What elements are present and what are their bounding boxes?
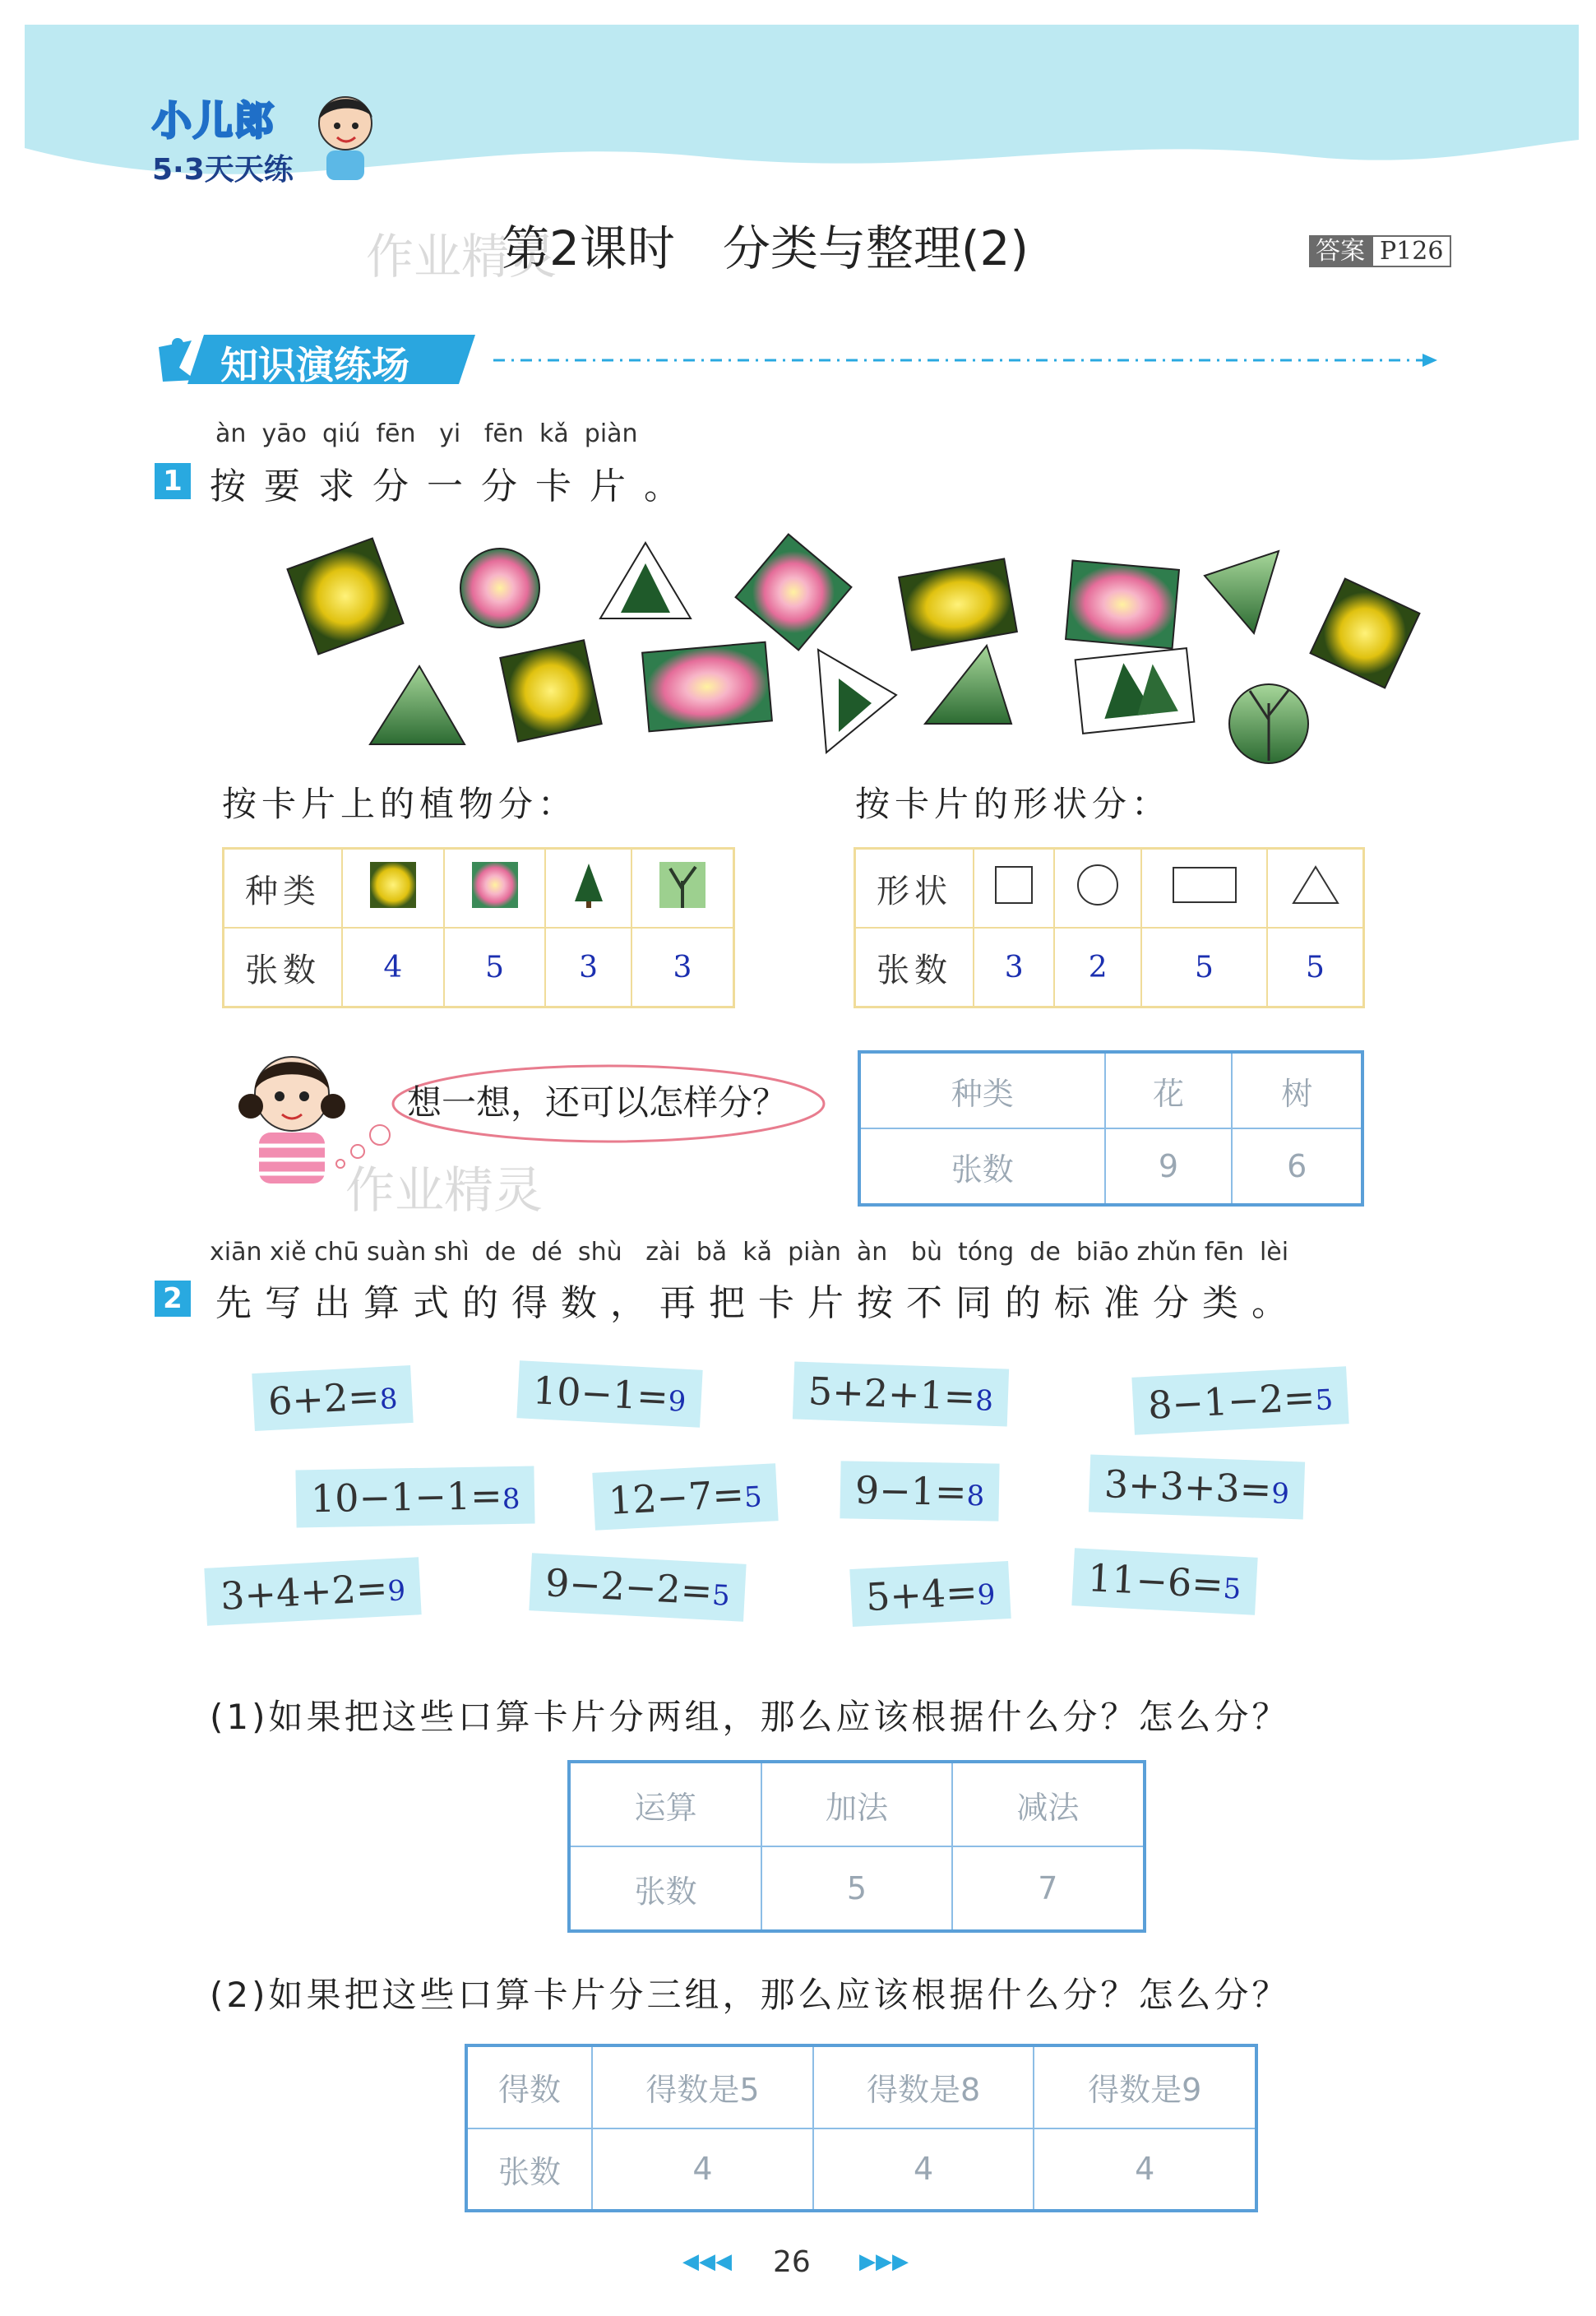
chrysanthemum-icon bbox=[342, 849, 444, 929]
table-header: 得数是5 bbox=[592, 2045, 813, 2128]
equation-card[interactable] bbox=[204, 1557, 421, 1626]
operation-table bbox=[567, 1760, 1146, 1933]
prev-arrows-icon[interactable]: ◀◀◀ bbox=[682, 2249, 732, 2274]
equation-expression: 5+4= bbox=[864, 1569, 978, 1620]
equation-answer: 5 bbox=[743, 1480, 763, 1515]
equation-card[interactable] bbox=[295, 1466, 535, 1527]
flower-tree-table bbox=[858, 1050, 1364, 1207]
pine-tree-icon bbox=[545, 849, 631, 929]
boy-mascot-icon bbox=[308, 86, 382, 185]
answer-cell[interactable]: 4 bbox=[1034, 2128, 1256, 2212]
table-header: 形状 bbox=[855, 849, 974, 929]
table-header: 张数 bbox=[224, 928, 343, 1007]
answer-label: 答案 bbox=[1309, 235, 1372, 267]
equation-card[interactable] bbox=[252, 1365, 414, 1431]
equation-answer: 8 bbox=[502, 1482, 520, 1517]
big-tree-icon bbox=[631, 849, 734, 929]
answer-cell[interactable]: 7 bbox=[952, 1846, 1145, 1931]
equation-card[interactable] bbox=[516, 1360, 702, 1428]
answer-cell[interactable]: 3 bbox=[974, 928, 1054, 1007]
answer-cell[interactable]: 9 bbox=[1105, 1128, 1233, 1205]
table-header: 张数 bbox=[859, 1128, 1105, 1205]
answer-cell[interactable]: 4 bbox=[342, 928, 444, 1007]
equation-expression: 9−1= bbox=[854, 1467, 968, 1514]
table-header: 种类 bbox=[859, 1052, 1105, 1128]
equation-card[interactable] bbox=[529, 1553, 746, 1622]
answer-cell[interactable]: 5 bbox=[1267, 928, 1364, 1007]
card-chrysanthemum-square-2 bbox=[1311, 579, 1420, 688]
q2-sub2: (2)如果把这些口算卡片分三组，那么应该根据什么分？怎么分？ bbox=[210, 1975, 1290, 2015]
equation-answer: 9 bbox=[386, 1574, 407, 1609]
card-chrysanthemum-square-3 bbox=[500, 640, 601, 741]
equation-answer: 5 bbox=[1314, 1383, 1335, 1418]
equation-card[interactable] bbox=[1131, 1366, 1349, 1435]
watermark: 作业精灵 bbox=[366, 229, 557, 285]
equation-expression: 8−1−2= bbox=[1146, 1374, 1316, 1428]
card-pine-triangle bbox=[600, 543, 691, 618]
answer-cell[interactable]: 3 bbox=[545, 928, 631, 1007]
card-chrysanthemum-rect bbox=[899, 558, 1017, 650]
q2-number: 2 bbox=[155, 1281, 191, 1317]
equation-card[interactable] bbox=[793, 1361, 1009, 1426]
equation-card[interactable] bbox=[592, 1463, 778, 1531]
table-header: 张数 bbox=[855, 928, 974, 1007]
lotus-icon bbox=[444, 849, 546, 929]
equation-answer: 8 bbox=[378, 1382, 399, 1416]
q1-pinyin: àn yāo qiú fēn yi fēn kǎ piàn bbox=[215, 419, 638, 448]
plant-table bbox=[222, 847, 735, 1008]
label-by-plant: 按卡片上的植物分： bbox=[222, 784, 578, 824]
equation-card[interactable] bbox=[1071, 1548, 1257, 1615]
card-chrysanthemum-square bbox=[288, 539, 404, 655]
table-header: 张数 bbox=[569, 1846, 761, 1931]
equation-expression: 5+2+1= bbox=[807, 1369, 977, 1420]
equation-expression: 3+3+3= bbox=[1103, 1461, 1273, 1512]
equation-expression: 11−6= bbox=[1086, 1555, 1225, 1607]
answer-cell[interactable]: 5 bbox=[444, 928, 546, 1007]
card-pine-triangle-2 bbox=[818, 650, 896, 753]
section-divider bbox=[493, 352, 1439, 368]
table-header: 减法 bbox=[952, 1762, 1145, 1846]
answer-cell[interactable]: 5 bbox=[1141, 928, 1267, 1007]
label-by-shape: 按卡片的形状分： bbox=[855, 784, 1172, 824]
equation-answer: 8 bbox=[974, 1384, 994, 1418]
equation-expression: 6+2= bbox=[266, 1373, 381, 1424]
table-header: 种类 bbox=[224, 849, 343, 929]
answer-page: P126 bbox=[1372, 235, 1451, 267]
card-tree-circle bbox=[1229, 684, 1308, 763]
brand-subtitle: 5·3天天练 bbox=[152, 153, 294, 187]
equation-expression: 9−2−2= bbox=[544, 1560, 714, 1614]
table-header: 花 bbox=[1105, 1052, 1233, 1128]
answer-cell[interactable]: 3 bbox=[631, 928, 734, 1007]
plant-cards-illustration bbox=[271, 526, 1464, 773]
equation-expression: 12−7= bbox=[607, 1471, 746, 1523]
equation-expression: 3+4+2= bbox=[219, 1565, 389, 1619]
answer-cell[interactable]: 4 bbox=[592, 2128, 813, 2212]
table-header: 树 bbox=[1232, 1052, 1362, 1128]
square-icon bbox=[974, 849, 1054, 929]
answer-cell[interactable]: 2 bbox=[1054, 928, 1141, 1007]
bubble-text: 想一想，还可以怎样分？ bbox=[407, 1082, 788, 1123]
card-lotus-rect bbox=[1066, 561, 1179, 649]
equation-answer: 9 bbox=[976, 1577, 997, 1612]
answer-cell[interactable]: 5 bbox=[761, 1846, 951, 1931]
table-header: 张数 bbox=[466, 2128, 592, 2212]
page-title: 第2课时 分类与整理(2) bbox=[502, 220, 1029, 276]
card-lotus-rect-2 bbox=[642, 642, 772, 732]
equation-answer: 9 bbox=[1270, 1477, 1290, 1511]
card-tree-triangle bbox=[1205, 551, 1279, 633]
q2-sub1: (1)如果把这些口算卡片分两组，那么应该根据什么分？怎么分？ bbox=[210, 1697, 1290, 1737]
card-lotus-circle bbox=[460, 549, 539, 628]
q1-number: 1 bbox=[155, 463, 191, 499]
shape-table bbox=[854, 847, 1365, 1008]
q2-text: 先写出算式的得数，再把卡片按不同的标准分类。 bbox=[215, 1282, 1301, 1324]
table-header: 得数是9 bbox=[1034, 2045, 1256, 2128]
answer-cell[interactable]: 6 bbox=[1232, 1128, 1362, 1205]
rectangle-icon bbox=[1141, 849, 1267, 929]
answer-cell[interactable]: 4 bbox=[813, 2128, 1034, 2212]
watermark: 作业精灵 bbox=[345, 1162, 543, 1220]
equation-card[interactable] bbox=[1089, 1454, 1305, 1519]
card-tree-triangle-3 bbox=[925, 646, 1011, 724]
equation-card[interactable] bbox=[849, 1561, 1011, 1627]
section-title: 知识演练场 bbox=[220, 343, 409, 387]
answer-tag[interactable] bbox=[1309, 230, 1451, 266]
table-header: 得数是8 bbox=[813, 2045, 1034, 2128]
equation-expression: 10−1= bbox=[531, 1368, 670, 1420]
equation-answer: 5 bbox=[711, 1578, 731, 1613]
q2-pinyin: xiān xiě chū suàn shì de dé shù zài bǎ kǎ piàn àn bù tóng de biāo zhǔn fēn lèi bbox=[210, 1238, 1289, 1267]
card-pine-rect bbox=[1076, 648, 1195, 734]
triangle-icon bbox=[1267, 849, 1364, 929]
table-header: 加法 bbox=[761, 1762, 951, 1846]
card-lotus-square bbox=[736, 535, 852, 651]
page-number: 26 bbox=[773, 2245, 811, 2279]
q1-text: 按要求分一分卡片。 bbox=[210, 466, 698, 507]
equation-expression: 10−1−1= bbox=[310, 1473, 503, 1522]
result-table bbox=[465, 2044, 1258, 2212]
table-header: 得数 bbox=[466, 2045, 592, 2128]
circle-icon bbox=[1054, 849, 1141, 929]
brand-logo: 小儿郎 bbox=[152, 98, 276, 144]
equation-card[interactable] bbox=[840, 1461, 999, 1521]
card-tree-triangle-2 bbox=[370, 666, 465, 744]
equation-answer: 8 bbox=[966, 1479, 985, 1513]
table-header: 运算 bbox=[569, 1762, 761, 1846]
equation-answer: 5 bbox=[1222, 1572, 1242, 1606]
equation-answer: 9 bbox=[667, 1384, 687, 1419]
next-arrows-icon[interactable]: ▶▶▶ bbox=[859, 2249, 909, 2274]
